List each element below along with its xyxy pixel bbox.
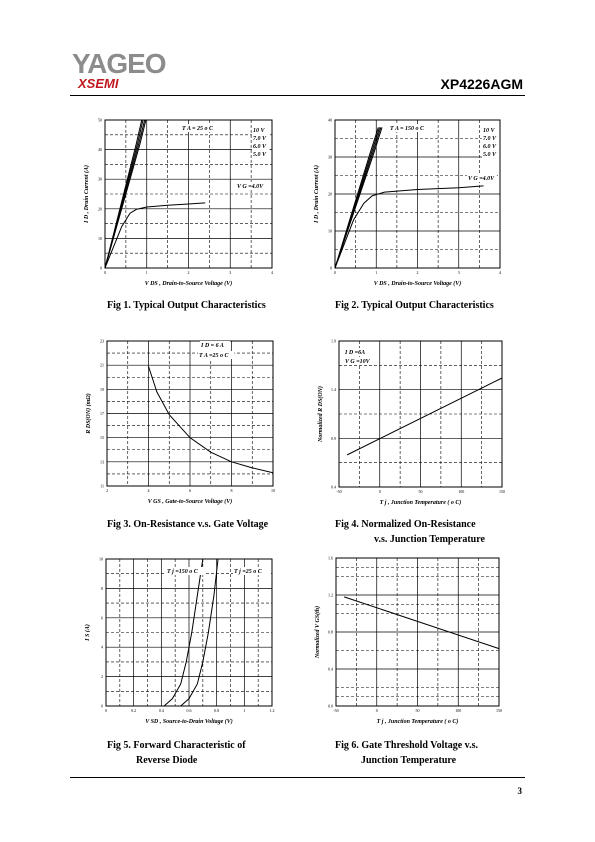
x-tick-label: 0.4 <box>158 708 164 713</box>
y-tick-label: 10 <box>328 228 332 234</box>
caption-line: Fig 3. On-Resistance v.s. Gate Voltage <box>107 519 269 530</box>
header-rule <box>70 95 525 96</box>
y-tick-label: 0.0 <box>328 703 333 709</box>
annotation-label: 7.0 V <box>483 136 497 142</box>
y-tick-label: 0 <box>100 265 102 271</box>
figure-5-chart <box>75 550 290 730</box>
chart-svg <box>75 112 290 297</box>
y-tick-label: 6 <box>101 615 103 621</box>
x-tick-label: 100 <box>455 708 462 713</box>
y-tick-label: 2 <box>101 674 103 680</box>
y-axis-label: Normalized V GS(th) <box>315 605 321 659</box>
caption-line-2: v.s. Junction Temperature <box>374 534 485 545</box>
x-axis-label: V DS , Drain-to-Source Voltage (V) <box>373 281 462 287</box>
y-tick-label: 21 <box>100 362 104 368</box>
y-tick-label: 0.9 <box>331 435 336 441</box>
y-tick-label: 1.6 <box>328 555 333 561</box>
y-axis-label: I D , Drain Current (A) <box>314 164 320 224</box>
logo-wordmark: YAGEO <box>72 48 166 79</box>
x-tick-label: 0 <box>104 270 106 275</box>
annotation-label: 10 V <box>253 128 265 134</box>
y-tick-label: 40 <box>98 147 102 153</box>
caption-line-2: Junction Temperature <box>361 755 457 766</box>
x-tick-label: 0.6 <box>186 708 192 713</box>
annotation-label: 7.0 V <box>253 136 267 142</box>
x-tick-label: 1.2 <box>269 708 275 713</box>
figure-1-chart <box>75 112 290 297</box>
chart-svg <box>305 112 520 297</box>
y-tick-label: 10 <box>99 556 103 562</box>
annotation-label: 5.0 V <box>253 152 267 158</box>
annotation-label: V G =10V <box>345 359 370 365</box>
x-tick-label: 50 <box>415 708 420 713</box>
x-tick-label: 150 <box>499 489 505 494</box>
annotation-label: 5.0 V <box>483 152 497 158</box>
x-tick-label: 0 <box>105 708 107 713</box>
x-tick-label: 2 <box>187 270 190 275</box>
logo-subbrand: XSEMI <box>78 76 119 91</box>
y-tick-label: 0.4 <box>328 666 333 672</box>
x-tick-label: 0 <box>375 708 378 713</box>
annotation-label: T A =25 o C <box>199 353 229 359</box>
company-logo <box>72 50 182 92</box>
annotation-label: T A = 150 o C <box>390 126 425 132</box>
x-tick-label: 10 <box>271 488 275 493</box>
x-tick-label: 3 <box>229 270 232 275</box>
y-tick-label: 4 <box>101 644 103 650</box>
y-tick-label: 20 <box>98 206 102 212</box>
annotation-label: T A = 25 o C <box>182 126 214 132</box>
x-tick-label: 50 <box>418 489 423 494</box>
x-tick-label: 0 <box>334 270 336 275</box>
y-tick-label: 19 <box>100 386 104 392</box>
series-line <box>335 127 382 268</box>
figure-6-chart <box>305 550 520 730</box>
series-line <box>344 597 499 649</box>
x-axis-label: V DS , Drain-to-Source Voltage (V) <box>144 281 233 287</box>
y-tick-label: 8 <box>101 585 103 591</box>
y-tick-label: 1.2 <box>328 592 333 598</box>
y-tick-label: 13 <box>100 459 104 465</box>
y-tick-label: 11 <box>100 483 104 489</box>
x-tick-label: 6 <box>189 488 191 493</box>
annotation-label: 10 V <box>483 128 495 134</box>
caption-line-2: Reverse Diode <box>136 755 198 766</box>
y-tick-label: 17 <box>100 411 104 416</box>
x-tick-label: 0 <box>378 489 381 494</box>
x-tick-label: 0.8 <box>214 708 220 713</box>
chart-svg <box>305 333 520 513</box>
x-tick-label: -50 <box>336 489 342 494</box>
x-tick-label: 3 <box>457 270 460 275</box>
y-tick-label: 1.4 <box>331 387 336 393</box>
figure-2-chart <box>305 112 520 297</box>
y-tick-label: 40 <box>328 117 332 123</box>
footer-rule <box>70 777 525 778</box>
annotation-label: V G =4.0V <box>237 184 264 190</box>
x-tick-label: 1 <box>243 708 246 713</box>
annotation-label: 6.0 V <box>253 144 267 150</box>
caption-line: Fig 4. Normalized On-Resistance <box>335 519 476 530</box>
figure-5-caption <box>107 738 246 768</box>
x-axis-label: T j , Junction Temperature ( o C) <box>379 500 462 506</box>
chart-svg <box>305 550 520 730</box>
y-tick-label: 1.9 <box>331 338 336 344</box>
figure-3-chart <box>75 333 290 513</box>
annotation-label: I D = 6 A <box>201 343 224 349</box>
x-tick-label: -50 <box>333 708 339 713</box>
x-tick-label: 0.2 <box>131 708 137 713</box>
x-tick-label: 8 <box>230 488 233 493</box>
x-axis-label: T j , Junction Temperature ( o C) <box>376 719 459 725</box>
x-tick-label: 1 <box>375 270 378 275</box>
annotation-label: I D =6A <box>345 350 366 356</box>
y-tick-label: 0.8 <box>328 629 333 635</box>
annotation-label: T j =25 o C <box>234 569 262 575</box>
figure-3-caption <box>107 517 268 532</box>
x-tick-label: 150 <box>496 708 502 713</box>
x-tick-label: 4 <box>271 270 273 275</box>
x-axis-label: V GS , Gate-to-Source Voltage (V) <box>147 499 233 505</box>
y-tick-label: 30 <box>328 154 332 160</box>
y-axis-label: R DS(ON) (mΩ) <box>86 393 92 434</box>
y-tick-label: 30 <box>98 176 102 182</box>
caption-line: Fig 5. Forward Characteristic of <box>107 740 246 751</box>
x-tick-label: 2 <box>416 270 419 275</box>
part-number: XP4226AGM <box>440 76 523 92</box>
y-tick-label: 20 <box>328 191 332 197</box>
x-tick-label: 100 <box>458 489 465 494</box>
y-tick-label: 10 <box>98 235 102 241</box>
y-tick-label: 0 <box>101 703 103 709</box>
x-tick-label: 4 <box>499 270 501 275</box>
y-tick-label: 0 <box>330 265 332 271</box>
figure-1-caption <box>107 298 266 313</box>
y-tick-label: 23 <box>100 338 104 344</box>
figure-6-caption <box>335 738 478 768</box>
annotation-label: 6.0 V <box>483 144 497 150</box>
chart-svg <box>75 333 290 513</box>
y-tick-label: 50 <box>98 117 102 123</box>
figure-4-chart <box>305 333 520 513</box>
caption-line: Fig 6. Gate Threshold Voltage v.s. <box>335 740 478 751</box>
x-tick-label: 2 <box>106 488 108 493</box>
page-number: 3 <box>517 786 522 796</box>
y-tick-label: 0.4 <box>331 484 336 490</box>
x-tick-label: 4 <box>147 488 150 493</box>
figure-2-caption <box>335 298 494 313</box>
annotation-label: V G =4.0V <box>468 176 495 182</box>
x-axis-label: V SD , Source-to-Drain Voltage (V) <box>145 719 233 725</box>
annotation-label: T j =150 o C <box>167 569 198 575</box>
figure-4-caption <box>335 517 485 547</box>
y-axis-label: Normalized R DS(ON) <box>318 385 324 443</box>
x-tick-label: 1 <box>145 270 148 275</box>
chart-svg <box>75 550 290 730</box>
y-axis-label: I S (A) <box>85 624 91 641</box>
caption-line: Fig 2. Typical Output Characteristics <box>335 300 494 311</box>
y-tick-label: 15 <box>100 435 104 441</box>
caption-line: Fig 1. Typical Output Characteristics <box>107 300 266 311</box>
y-axis-label: I D , Drain Current (A) <box>84 164 90 224</box>
